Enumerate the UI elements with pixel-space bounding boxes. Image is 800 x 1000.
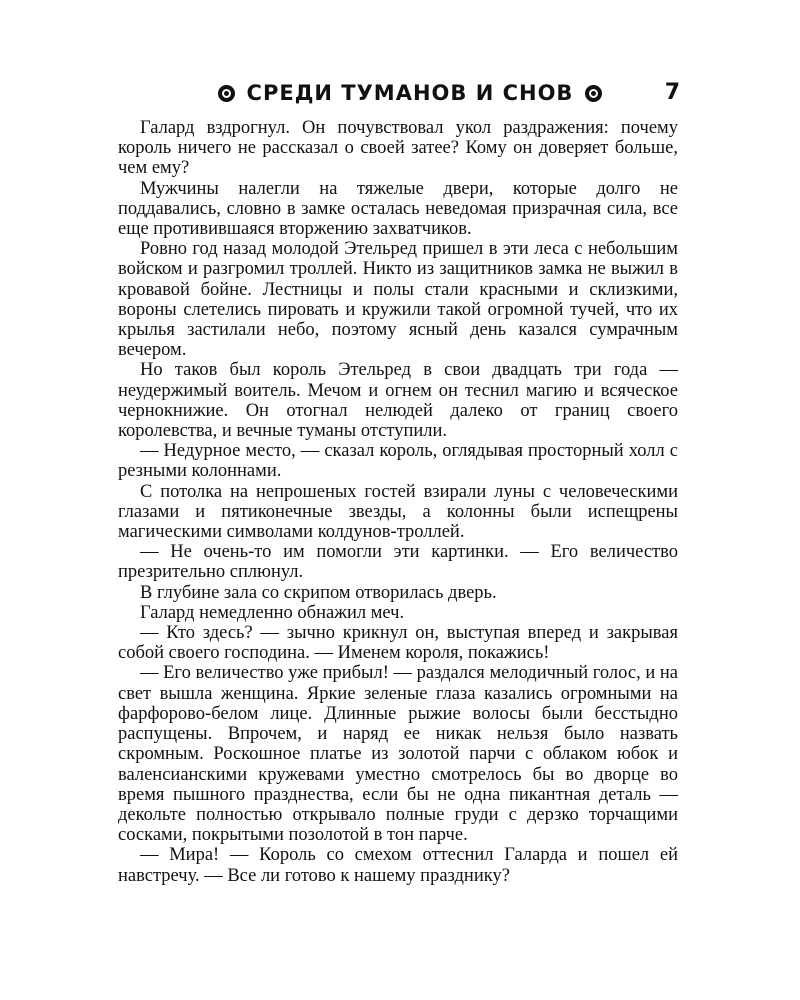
- paragraph: С потолка на непрошеных гостей взирали луны с человеческими глазами и пятиконечные звезды, а колонны были испещрены магическими символами колдунов-троллей.: [118, 481, 678, 543]
- circle-ornament-icon: [218, 85, 235, 102]
- paragraph: — Мира! — Король со смехом оттеснил Галарда и пошел ей навстречу. — Все ли готово к нашему празднику?: [118, 845, 678, 886]
- paragraph: Но таков был король Этельред в свои двадцать три года — неудержимый воитель. Мечом и огнем он теснил магию и всяческое чернокнижие. Он отогнал нелюдей далеко от границ своего королевства, и вечные туманы отступили.: [118, 360, 678, 442]
- paragraph: Галард немедленно обнажил меч.: [140, 602, 405, 623]
- body-text: [118, 118, 678, 886]
- paragraph: Ровно год назад молодой Этельред пришел в эти леса с небольшим войском и разгромил троллей. Никто из защитников замка не выжил в кровавой бойне. Лестницы и полы стали красными и склизкими, вороны слетелись пировать и кружили такой огромной тучей, что их крылья застилали небо, поэтому ясный день казался сумрачным вечером.: [118, 239, 678, 361]
- paragraph: — Его величество уже прибыл! — раздался мелодичный голос, и на свет вышла женщина. Яркие зеленые глаза казались огромными на фарфорово-белом лице. Длинные рыжие волосы были бесстыдно распущены. Впрочем, и наряд ее никак нельзя было назвать скромным. Роскошное платье из золотой парчи с облаком юбок и валенсианскими кружевами уместно смотрелось бы во дворце во время пышного празднества, если бы не одна пикантная деталь — декольте полностью открывало полные груди с дерзко торчащими сосками, покрытыми позолотой в тон парче.: [118, 663, 678, 846]
- running-title: [190, 78, 630, 108]
- running-title-text: СРЕДИ ТУМАНОВ И СНОВ: [246, 81, 574, 105]
- paragraph: В глубине зала со скрипом отворилась дверь.: [140, 582, 497, 603]
- page-header: [120, 78, 680, 108]
- page-number: 7: [664, 80, 680, 105]
- paragraph: — Не очень-то им помогли эти картинки. — Его величество презрительно сплюнул.: [118, 542, 678, 583]
- circle-ornament-icon: [585, 85, 602, 102]
- paragraph: Галард вздрогнул. Он почувствовал укол раздражения: почему король ничего не рассказал о своей затее? Кому он доверяет больше, чем ему?: [118, 118, 678, 179]
- paragraph: — Недурное место, — сказал король, оглядывая просторный холл с резными колоннами.: [118, 441, 678, 482]
- paragraph: — Кто здесь? — зычно крикнул он, выступая вперед и закрывая собой своего господина. — Именем короля, покажись!: [118, 623, 678, 664]
- paragraph: Мужчины налегли на тяжелые двери, которые долго не поддавались, словно в замке осталась неведомая призрачная сила, все еще противившаяся вторжению захватчиков.: [118, 178, 678, 240]
